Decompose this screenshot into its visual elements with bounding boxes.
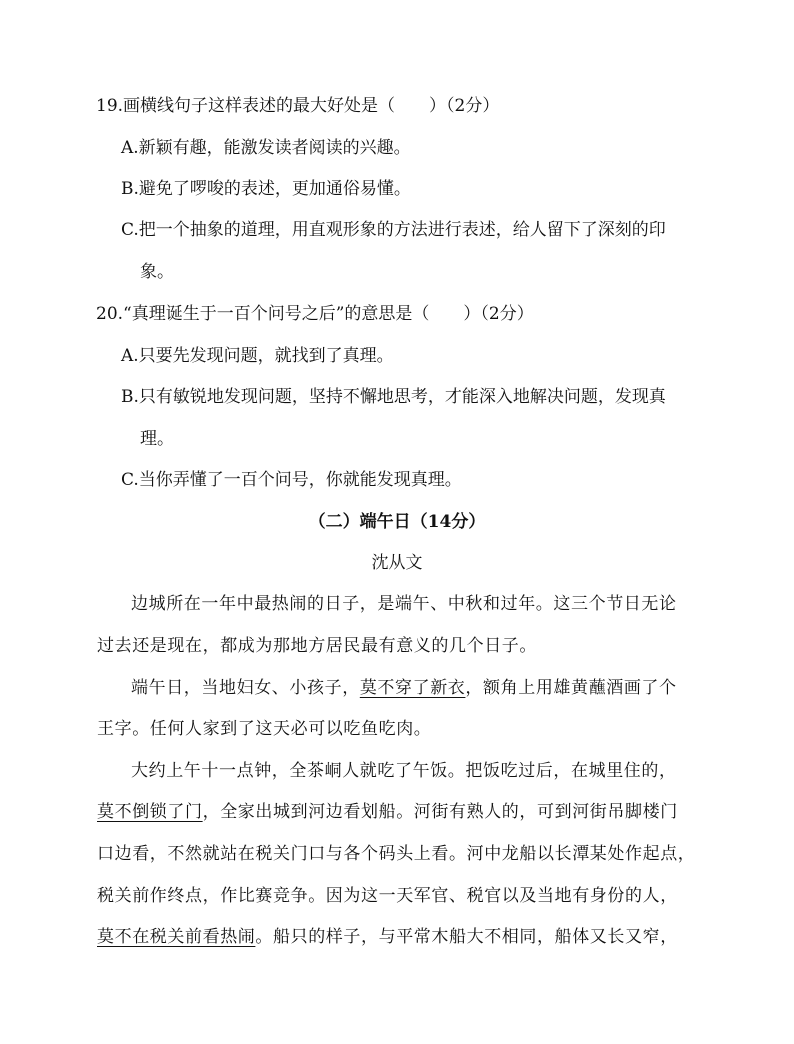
question-19-stem: 19.画横线句子这样表述的最大好处是（ ）（2分） [96, 96, 500, 116]
question-19-option-b: B.避免了啰唆的表述，更加通俗易懂。 [121, 179, 411, 199]
passage-paragraph-3-line-1: 大约上午十一点钟，全茶峒人就吃了午饭。把饭吃过后，在城里住的， [131, 761, 677, 781]
passage-paragraph-3-line-3: 口边看，不然就站在税关门口与各个码头上看。河中龙船以长潭某处作起点， [97, 844, 696, 864]
underlined-phrase: 莫不穿了新衣 [359, 678, 466, 698]
underlined-phrase: 莫不倒锁了门 [97, 802, 203, 822]
question-19-option-c-continued: 象。 [140, 262, 174, 282]
question-20-option-b: B.只有敏锐地发现问题，坚持不懈地思考，才能深入地解决问题，发现真 [121, 387, 666, 407]
passage-paragraph-2-line-1 [131, 677, 677, 699]
passage-paragraph-3-line-5 [97, 926, 678, 948]
question-20-option-c: C.当你弄懂了一百个问号，你就能发现真理。 [121, 470, 462, 490]
text-segment: ，全家出城到河边看划船。河街有熟人的，可到河街吊脚楼门 [202, 802, 678, 822]
question-20-stem: 20.“真理诞生于一百个问号之后”的意思是（ ）（2分） [96, 304, 534, 324]
passage-paragraph-1-line-1: 边城所在一年中最热闹的日子，是端午、中秋和过年。这三个节日无论 [131, 594, 677, 614]
text-segment: ，额角上用雄黄蘸酒画了个 [465, 678, 677, 698]
text-segment: 端午日，当地妇女、小孩子， [131, 678, 360, 698]
underlined-phrase: 莫不在税关前看热闹 [97, 927, 256, 947]
text-segment: 。船只的样子，与平常木船大不相同，船体又长又窄， [255, 927, 678, 947]
question-20-option-a: A.只要先发现问题，就找到了真理。 [121, 346, 394, 366]
passage-paragraph-3-line-4: 税关前作终点，作比赛竞争。因为这一天军官、税官以及当地有身份的人， [97, 886, 678, 906]
question-19-option-a: A.新颖有趣，能激发读者阅读的兴趣。 [121, 138, 411, 158]
question-19-option-c: C.把一个抽象的道理，用直观形象的方法进行表述，给人留下了深刻的印 [121, 220, 666, 240]
author-name: 沈从文 [371, 553, 423, 573]
section-title: （二）端午日（14分） [308, 512, 486, 532]
passage-paragraph-3-line-2 [97, 801, 678, 823]
question-20-option-b-continued: 理。 [140, 429, 174, 449]
passage-paragraph-1-line-2: 过去还是现在，都成为那地方居民最有意义的几个日子。 [97, 636, 537, 656]
passage-paragraph-2-line-2: 王字。任何人家到了这天必可以吃鱼吃肉。 [97, 719, 432, 739]
